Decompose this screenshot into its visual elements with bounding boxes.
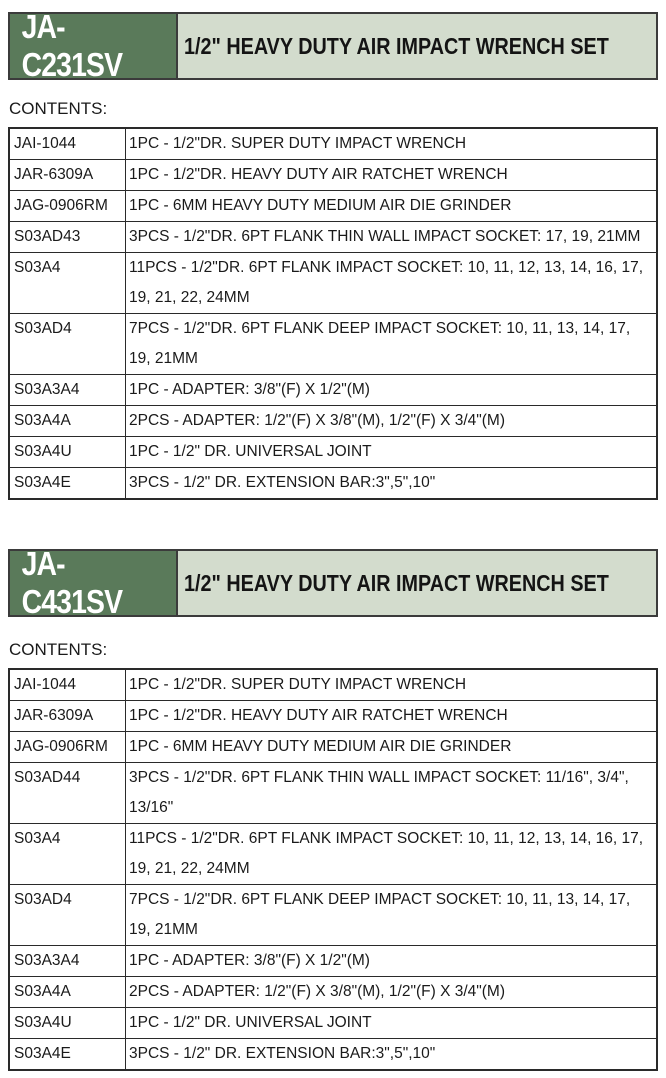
table-row: [9, 763, 657, 824]
set-header: [8, 8, 658, 83]
part-description: 2PCS - ADAPTER: 1/2"(F) X 3/8"(M), 1/2"(F) X 3/4"(M): [126, 406, 658, 437]
part-description: 7PCS - 1/2"DR. 6PT FLANK DEEP IMPACT SOCKET: 10, 11, 13, 14, 17, 19, 21MM: [126, 314, 658, 375]
table-row: [9, 946, 657, 977]
part-number: S03A4E: [9, 468, 126, 500]
part-description: 3PCS - 1/2" DR. EXTENSION BAR:3",5",10": [126, 468, 658, 500]
part-description: 11PCS - 1/2"DR. 6PT FLANK IMPACT SOCKET: 10, 11, 12, 13, 14, 16, 17, 19, 21, 22, 24MM: [126, 253, 658, 314]
part-number: JAG-0906RM: [9, 191, 126, 222]
table-row: [9, 885, 657, 946]
part-number: JAI-1044: [9, 128, 126, 160]
set-code: JA-C231SV: [10, 14, 178, 78]
part-description: 1PC - 1/2"DR. SUPER DUTY IMPACT WRENCH: [126, 128, 658, 160]
part-description: 1PC - 6MM HEAVY DUTY MEDIUM AIR DIE GRINDER: [126, 732, 658, 763]
part-number: S03A4U: [9, 1008, 126, 1039]
table-row: [9, 824, 657, 885]
part-description: 3PCS - 1/2" DR. EXTENSION BAR:3",5",10": [126, 1039, 658, 1071]
table-row: [9, 701, 657, 732]
part-number: JAI-1044: [9, 669, 126, 701]
part-number: S03A4A: [9, 977, 126, 1008]
table-row: [9, 1039, 657, 1071]
table-row: [9, 468, 657, 500]
part-description: 1PC - 1/2"DR. HEAVY DUTY AIR RATCHET WRENCH: [126, 160, 658, 191]
table-row: [9, 314, 657, 375]
table-row: [9, 128, 657, 160]
table-row: [9, 1008, 657, 1039]
part-number: JAR-6309A: [9, 160, 126, 191]
table-row: [9, 406, 657, 437]
part-description: 7PCS - 1/2"DR. 6PT FLANK DEEP IMPACT SOCKET: 10, 11, 13, 14, 17, 19, 21MM: [126, 885, 658, 946]
table-row: [9, 375, 657, 406]
part-description: 11PCS - 1/2"DR. 6PT FLANK IMPACT SOCKET: 10, 11, 12, 13, 14, 16, 17, 19, 21, 22, 24MM: [126, 824, 658, 885]
part-number: S03A3A4: [9, 946, 126, 977]
contents-table: [8, 127, 658, 500]
contents-label: CONTENTS:: [9, 640, 108, 659]
part-number: S03A4U: [9, 437, 126, 468]
set-header: [8, 545, 658, 620]
part-description: 1PC - 1/2"DR. SUPER DUTY IMPACT WRENCH: [126, 669, 658, 701]
table-row: [9, 160, 657, 191]
part-description: 1PC - 1/2"DR. HEAVY DUTY AIR RATCHET WRENCH: [126, 701, 658, 732]
part-description: 1PC - 1/2" DR. UNIVERSAL JOINT: [126, 1008, 658, 1039]
part-description: 3PCS - 1/2"DR. 6PT FLANK THIN WALL IMPACT SOCKET: 11/16", 3/4", 13/16": [126, 763, 658, 824]
part-description: 1PC - ADAPTER: 3/8"(F) X 1/2"(M): [126, 946, 658, 977]
part-number: S03AD4: [9, 885, 126, 946]
part-number: S03A4A: [9, 406, 126, 437]
contents-table: [8, 668, 658, 1071]
table-row: [9, 191, 657, 222]
part-number: S03A3A4: [9, 375, 126, 406]
part-description: 2PCS - ADAPTER: 1/2"(F) X 3/8"(M), 1/2"(F) X 3/4"(M): [126, 977, 658, 1008]
set-code: JA-C431SV: [10, 551, 178, 615]
table-row: [9, 222, 657, 253]
set-title: 1/2" HEAVY DUTY AIR IMPACT WRENCH SET: [184, 32, 609, 59]
table-row: [9, 669, 657, 701]
contents-label: CONTENTS:: [9, 99, 108, 118]
table-row: [9, 253, 657, 314]
part-number: S03AD4: [9, 314, 126, 375]
part-description: 1PC - 1/2" DR. UNIVERSAL JOINT: [126, 437, 658, 468]
part-number: S03A4: [9, 824, 126, 885]
part-number: JAG-0906RM: [9, 732, 126, 763]
set-title: 1/2" HEAVY DUTY AIR IMPACT WRENCH SET: [184, 569, 609, 596]
part-number: JAR-6309A: [9, 701, 126, 732]
part-number: S03AD43: [9, 222, 126, 253]
part-description: 1PC - 6MM HEAVY DUTY MEDIUM AIR DIE GRINDER: [126, 191, 658, 222]
part-description: 1PC - ADAPTER: 3/8"(F) X 1/2"(M): [126, 375, 658, 406]
table-row: [9, 977, 657, 1008]
table-row: [9, 437, 657, 468]
part-number: S03A4: [9, 253, 126, 314]
part-number: S03A4E: [9, 1039, 126, 1071]
table-row: [9, 732, 657, 763]
part-number: S03AD44: [9, 763, 126, 824]
part-description: 3PCS - 1/2"DR. 6PT FLANK THIN WALL IMPACT SOCKET: 17, 19, 21MM: [126, 222, 658, 253]
